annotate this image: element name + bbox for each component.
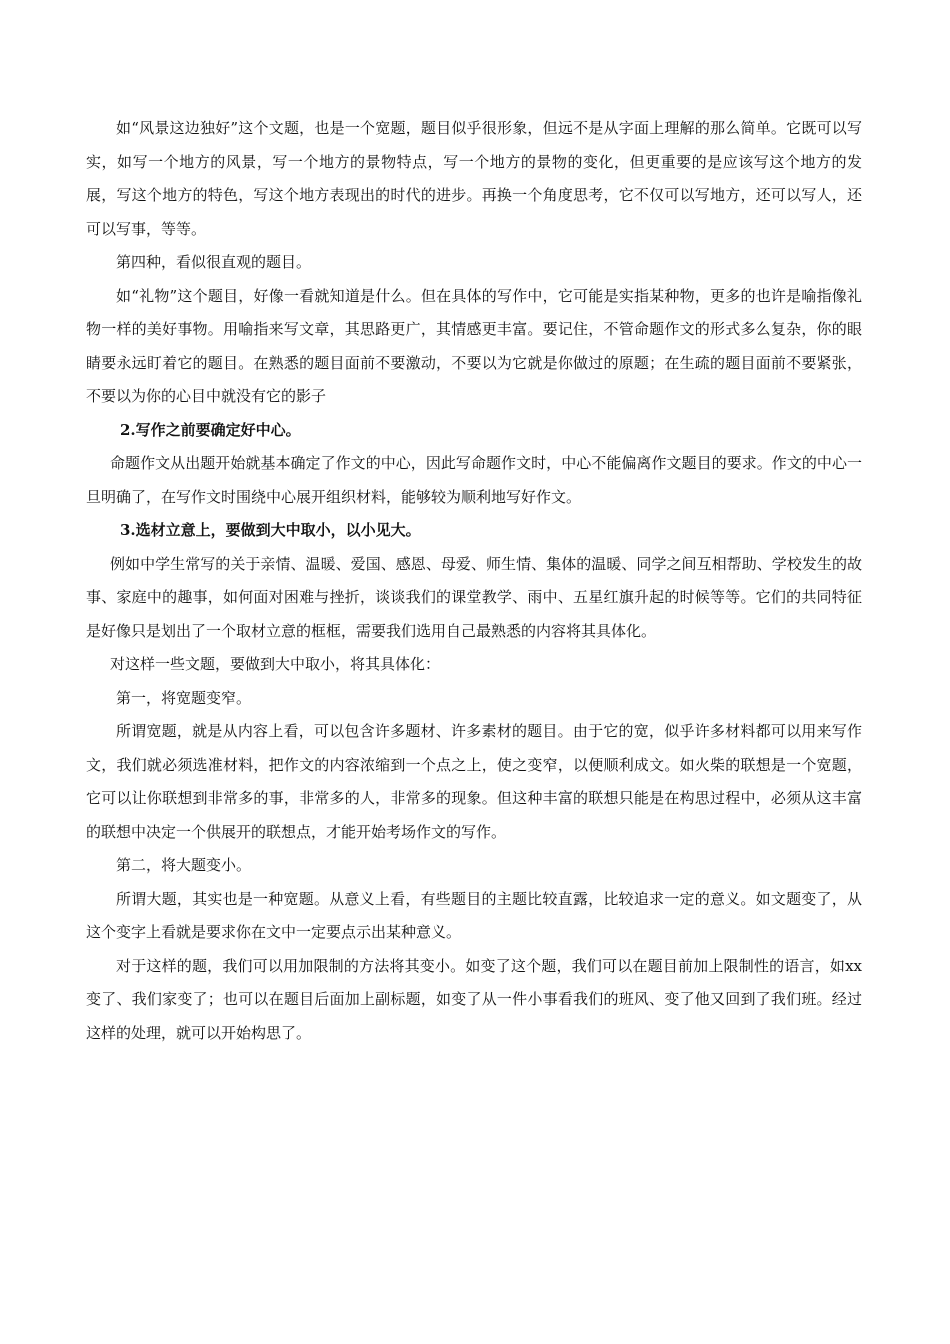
paragraph-gift-topic: 如“礼物”这个题目，好像一看就知道是什么。但在具体的写作中，它可能是实指某种物，更多的也许是喻指像礼物一样的美好事物。用喻指来写文章，其思路更广，其情感更丰富。要记住，不管命题作文的形式多么复杂，你的眼睛要永远盯着它的题目。在熟悉的题目面前不要激动，不要以为它就是你做过的原题；在生疏的题目面前不要紧张，不要以为你的心目中就没有它的影子 bbox=[86, 286, 862, 405]
paragraph-restriction-method: 对于这样的题，我们可以用加限制的方法将其变小。如变了这个题，我们可以在题目前加上限制性的语言，如xx变了、我们家变了；也可以在题目后面加上副标题，如变了从一件小事看我们的班风、变了他又回到了我们班。经过这样的处理，就可以开始构思了。 bbox=[86, 956, 862, 1042]
paragraph-landscape-topic: 如“风景这边独好”这个文题，也是一个宽题，题目似乎很形象，但远不是从字面上理解的那么简单。它既可以写实，如写一个地方的风景，写一个地方的景物特点，写一个地方的景物的变化，但更重要的是应该写这个地方的发展，写这个地方的特色，写这个地方表现出的时代的进步。再换一个角度思考，它不仅可以写地方，还可以写人，还可以写事，等等。 bbox=[86, 119, 862, 238]
paragraph-examples: 例如中学生常写的关于亲情、温暖、爱国、感恩、母爱、师生情、集体的温暖、同学之间互相帮助、学校发生的故事、家庭中的趣事，如何面对困难与挫折，谈谈我们的课堂教学、雨中、五星红旗升起的时候等等。它们的共同特征是好像只是划出了一个取材立意的框框，需要我们选用自己最熟悉的内容将其具体化。 bbox=[86, 554, 862, 640]
paragraph-such-topics: 对这样一些文题，要做到大中取小，将其具体化： bbox=[110, 655, 441, 673]
paragraph-big-topic: 所谓大题，其实也是一种宽题。从意义上看，有些题目的主题比较直露，比较追求一定的意义。如文题变了，从这个变字上看就是要求你在文中一定要点示出某种意义。 bbox=[86, 889, 862, 941]
paragraph-second-smaller: 第二，将大题变小。 bbox=[116, 856, 252, 874]
section-heading-center: 2.写作之前要确定好中心。 bbox=[120, 420, 301, 439]
document-body bbox=[86, 112, 862, 1050]
paragraph-first-narrow: 第一，将宽题变窄。 bbox=[116, 688, 252, 707]
paragraph-fourth-type: 第四种，看似很直观的题目。 bbox=[116, 253, 312, 271]
section-heading-material: 3.选材立意上，要做到大中取小，以小见大。 bbox=[120, 521, 421, 539]
paragraph-wide-topic: 所谓宽题，就是从内容上看，可以包含许多题材、许多素材的题目。由于它的宽，似乎许多材料都可以用来写作文，我们就必须选准材料，把作文的内容浓缩到一个点之上，使之变窄，以便顺利成文。如火柴的联想是一个宽题，它可以让你联想到非常多的事，非常多的人，非常多的现象。但这种丰富的联想只能是在构思过程中，必须从这丰富的联想中决定一个供展开的联想点，才能开始考场作文的写作。 bbox=[86, 722, 862, 841]
paragraph-center: 命题作文从出题开始就基本确定了作文的中心，因此写命题作文时，中心不能偏离作文题目的要求。作文的中心一旦明确了，在写作文时围绕中心展开组织材料，能够较为顺利地写好作文。 bbox=[86, 454, 862, 506]
